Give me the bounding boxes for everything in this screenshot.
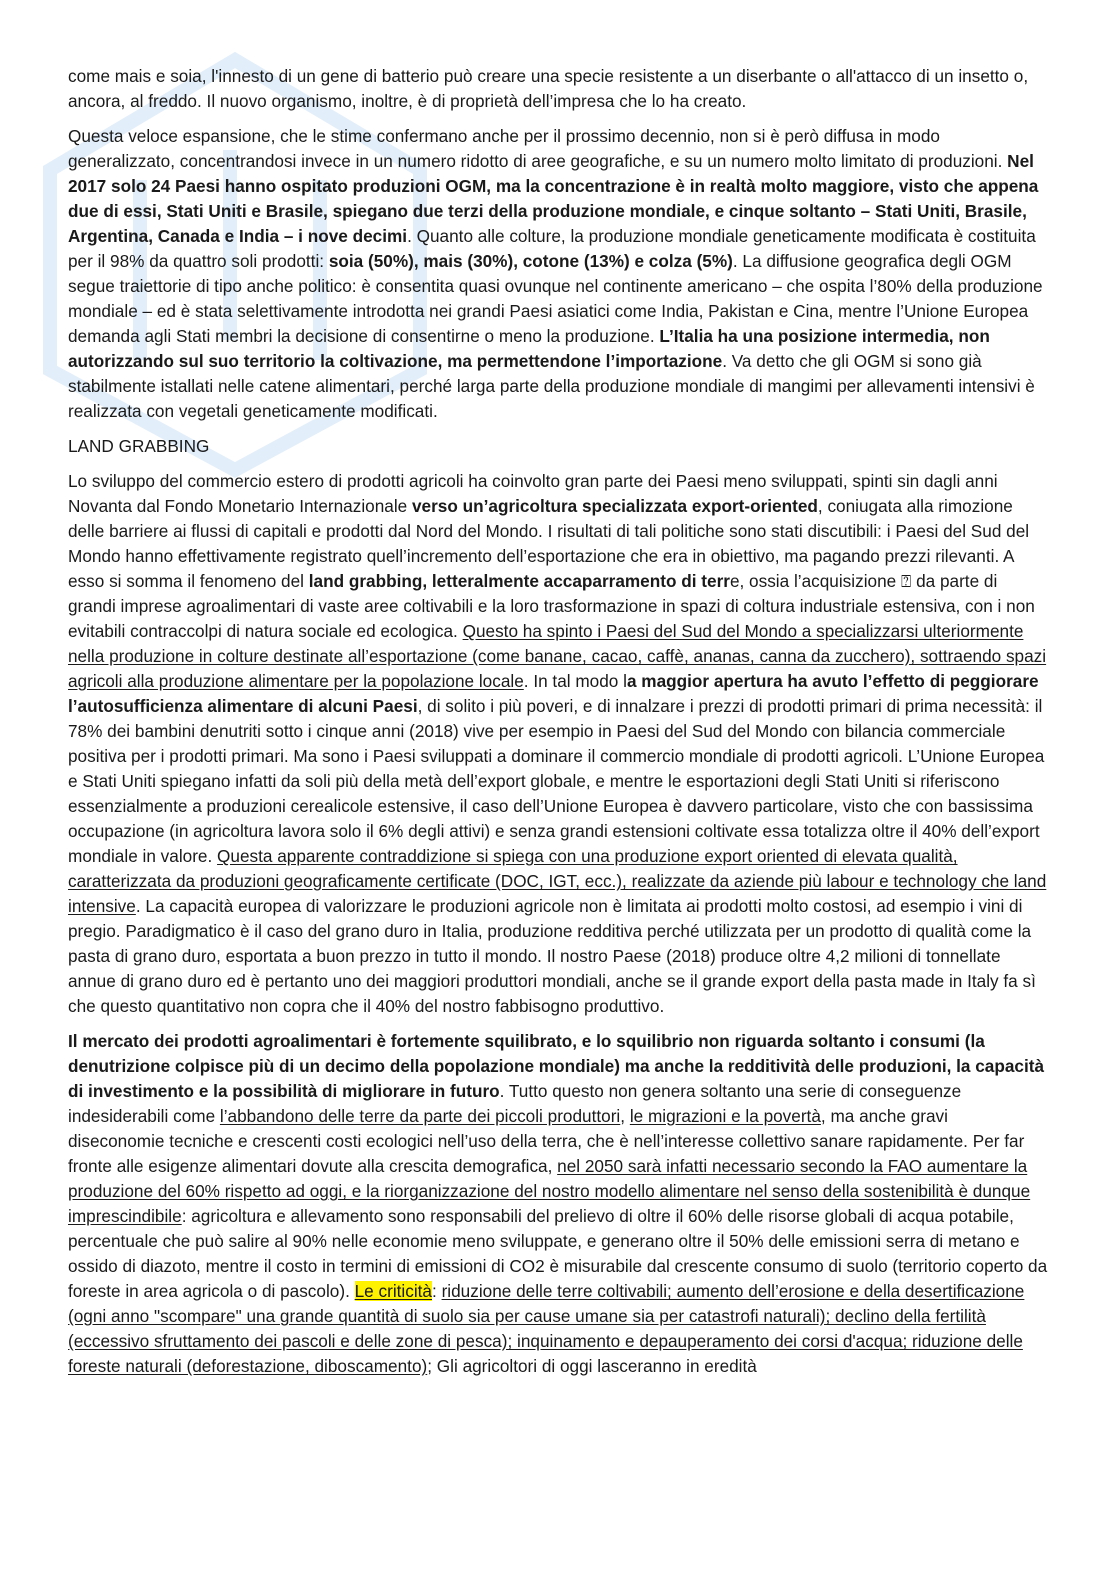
bold-run: L’Italia ha una posizione intermedia, non autorizzando sul suo territorio la coltivazione, ma permettendone l’importazione: [68, 326, 990, 371]
text-run: ; Gli agricoltori di oggi lasceranno in eredità: [427, 1356, 757, 1376]
text-run: ,: [620, 1106, 630, 1126]
underlined-run: l’abbandono delle terre da parte dei piccoli produttori: [219, 1106, 621, 1126]
underlined-run: riduzione delle terre coltivabili; aumento dell’erosione e della desertificazione (ogni anno "scompare" una grande quantità di suolo sia per cause umane sia per catastrofi naturali); declino della fertilità (eccessivo sfruttamento dei pascoli e delle zone di pesca); inquinamento e depauperamento dei corsi d'acqua; riduzione delle foreste naturali (deforestazione, diboscamento): [68, 1281, 1025, 1376]
text-run: , coniugata alla rimozione delle barriere ai flussi di capitali e prodotti dal Nord del Mondo. I risultati di tali politiche sono stati discutibili: i Paesi del Sud del Mondo hanno effettivamente registrato quell’incremento dell’esportazione che era in obiettivo, ma pagando prezzi rilevanti. A esso si somma il fenomeno del: [68, 496, 1030, 591]
paragraph-ogm-expansion: [68, 124, 1048, 424]
text-run: . In tal modo l: [523, 671, 627, 691]
document-page: [68, 64, 1048, 1389]
text-run: . Va detto che gli OGM si sono già stabilmente istallati nelle catene alimentari, perché larga parte della produzione mondiale di mangimi per allevamenti intensivi è realizzata con vegetali geneticamente modificati.: [68, 351, 1035, 421]
text-run: e, ossia l’acquisizione: [729, 571, 901, 591]
paragraph-market: [68, 1029, 1048, 1379]
underlined-run: nel 2050 sarà infatti necessario secondo la FAO aumentare la produzione del 60% rispetto ad oggi, e la riorganizzazione del nostro modello alimentare nel senso della sostenibilità è dunque imprescindibile: [68, 1156, 1031, 1226]
text-run: , ma anche gravi diseconomie tecniche e crescenti costi ecologici nell’uso della terra, che è nell’interesse collettivo sanare rapidamente. Per far fronte alle esigenze alimentari dovute alla crescita demografica,: [68, 1106, 1025, 1176]
text-run: . La diffusione geografica degli OGM segue traiettorie di tipo anche politico: è consentita quasi ovunque nel continente americano – che ospita l’80% della produzione mondiale – ed è stata selettivamente introdotta nei grandi Paesi asiatici come India, Pakistan e Cina, mentre l’Unione Europea demanda agli Stati membri la decisione di consentirne o meno la produzione.: [68, 251, 1043, 346]
text-run: . La capacità europea di valorizzare le produzioni agricole non è limitata ai prodotti molto costosi, ad esempio i vini di pregio. Paradigmatico è il caso del grano duro in Italia, produzione redditiva perché utilizzata per un prodotto di qualità come la pasta di grano duro, esportata a buon prezzo in tutto il mondo. Il nostro Paese (2018) produce oltre 4,2 milioni di tonnellate annue di grano duro ed è pertanto uno dei maggiori produttori mondiali, anche se il grande export della pasta made in Italy fa sì che questo quantitativo non copra che il 40% del nostro fabbisogno produttivo.: [68, 896, 1036, 1016]
text-run: Lo sviluppo del commercio estero di prodotti agricoli ha coinvolto gran parte dei Paesi meno sviluppati, spinti sin dagli anni Novanta dal Fondo Monetario Internazionale: [68, 471, 998, 516]
text-run: . Tutto questo non genera soltanto una serie di conseguenze indesiderabili come: [68, 1081, 962, 1126]
section-heading: LAND GRABBING: [68, 436, 210, 456]
text-run: . Quanto alle colture, la produzione mondiale geneticamente modificata è costituita per il 98% da quattro soli prodotti:: [68, 226, 1036, 271]
bold-run: verso un’agricoltura specializzata export-oriented: [411, 496, 818, 516]
text-run: come mais e soia, l'innesto di un gene di batterio può creare una specie resistente a un diserbante o all'attacco di un insetto o, ancora, al freddo. Il nuovo organismo, inoltre, è di proprietà dell’impresa che lo ha creato.: [68, 66, 1029, 111]
text-run: :: [432, 1281, 442, 1301]
highlighted-run: Le criticità: [354, 1281, 432, 1301]
underlined-run: Questo ha spinto i Paesi del Sud del Mondo a specializzarsi ulteriormente nella produzione in colture destinate all’esportazione (come banane, cacao, caffè, ananas, canna da zucchero), sottraendo spazi agricoli alla produzione alimentare per la popolazione locale: [68, 621, 1047, 691]
underlined-run: Questa apparente contraddizione si spiega con una produzione export oriented di elevata qualità, caratterizzata da produzioni geograficamente certificate (DOC, IGT, ecc.), realizzate da aziende più labour e technology che land intensive: [68, 846, 1047, 916]
bold-run: soia (50%), mais (30%), cotone (13%) e colza (5%): [328, 251, 733, 271]
paragraph-land-grabbing: [68, 469, 1048, 1019]
bold-run: a maggior apertura ha avuto l’effetto di peggiorare l’autosufficienza alimentare di alcuni Paesi: [68, 671, 1039, 716]
text-run: Questa veloce espansione, che le stime confermano anche per il prossimo decennio, non si è però diffusa in modo generalizzato, concentrandosi invece in un numero ridotto di aree geografiche, e su un numero molto limitato di produzioni.: [68, 126, 1008, 171]
bold-run: Il mercato dei prodotti agroalimentari è fortemente squilibrato, e lo squilibrio non riguarda soltanto i consumi (la denutrizione colpisce più di un decimo della popolazione mondiale) ma anche la redditività delle produzioni, la capacità di investimento e la possibilità di migliorare in futuro: [68, 1031, 1045, 1101]
bold-run: Nel 2017 solo 24 Paesi hanno ospitato produzioni OGM, ma la concentrazione è in realtà molto maggiore, visto che appena due di essi, Stati Uniti e Brasile, spiegano due terzi della produzione mondiale, e cinque soltanto – Stati Uniti, Brasile, Argentina, Canada e India – i nove decimi: [68, 151, 1039, 246]
bold-run: land grabbing, letteralmente accaparramento di terr: [308, 571, 730, 591]
paragraph-ogm-intro: [68, 64, 1048, 114]
text-run: , di solito i più poveri, e di innalzare i prezzi di prodotti primari di prima necessità: il 78% dei bambini denutriti sotto i cinque anni (2018) vive per esempio in Paesi del Sud del Mondo con bilancia commerciale positiva per i prodotti primari. Ma sono i Paesi sviluppati a dominare il commercio mondiale di prodotti agricoli. L’Unione Europea e Stati Uniti spiegano infatti da soli più della metà dell’export globale, e mentre le esportazioni degli Stati Uniti si riferiscono essenzialmente a produzioni cerealicole estensive, il caso dell’Unione Europea è davvero particolare, visto che con bassissima occupazione (in agricoltura lavora solo il 6% degli attivi) e senza grandi estensioni coltivate essa totalizza oltre il 40% dell’export mondiale in valore.: [68, 696, 1045, 866]
text-run: : agricoltura e allevamento sono responsabili del prelievo di oltre il 60% delle risorse globali di acqua potabile, percentuale che può salire al 90% nelle economie meno sviluppate, e generano oltre il 50% delle emissioni serra di metano e ossido di diazoto, mentre il costo in termini di emissioni di CO2 è misurabile dal crescente consumo di suolo (territorio coperto da foreste in area agricola o di pascolo).: [68, 1206, 1048, 1301]
missing-glyph: ⍰: [900, 571, 912, 591]
underlined-run: le migrazioni e la povertà: [629, 1106, 821, 1126]
text-run: da parte di grandi imprese agroalimentari di vaste aree coltivabili e la loro trasformazione in spazi di coltura industriale estensiva, con i non evitabili contraccolpi di natura sociale ed ecologica.: [68, 571, 1035, 641]
